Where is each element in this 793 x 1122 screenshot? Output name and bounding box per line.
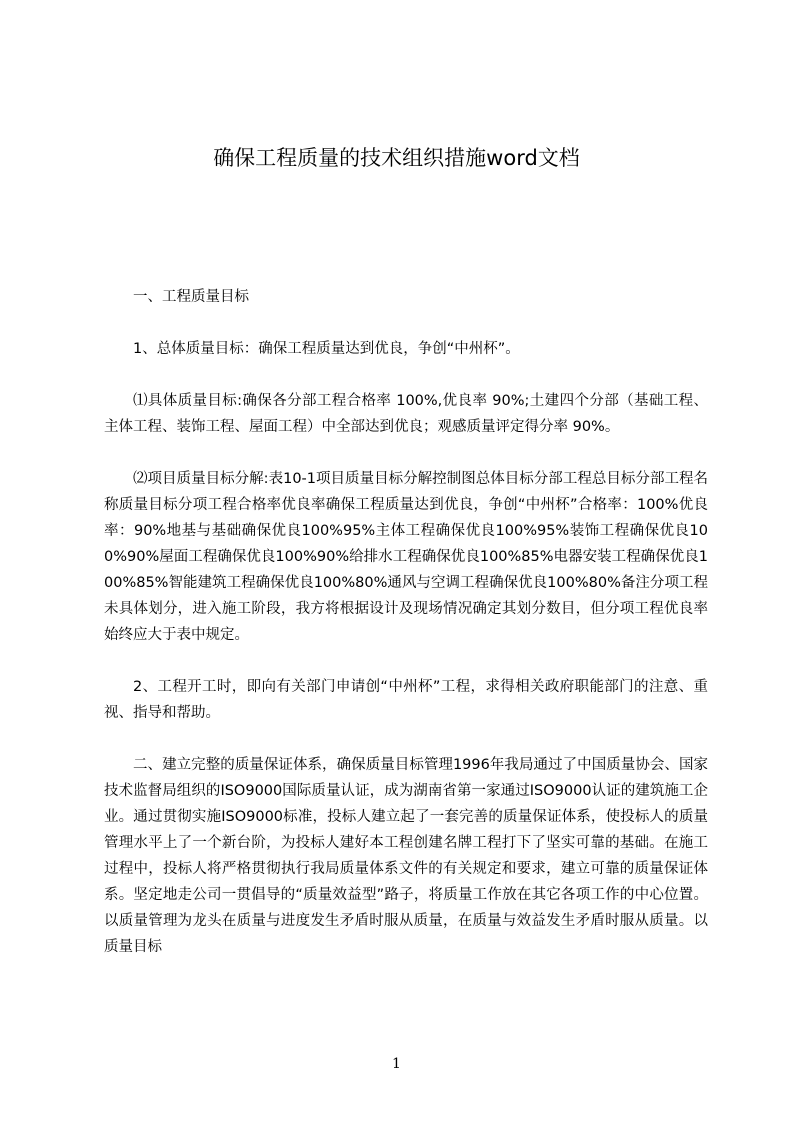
document-body [104,284,708,986]
section-heading-quality-goals: 一、工程质量目标 [133,289,249,305]
paragraph-quality-system: 二、建立完整的质量保证体系，确保质量目标管理1996年我局通过了中国质量协会、国家技术监督局组织的ISO9000国际质量认证，成为湖南省第一家通过ISO9000认证的建筑施工企业。通过贯彻实施ISO9000标准，投标人建立起了一套完善的质量保证体系，使投标人的质量管理水平上了一个新台阶，为投标人建好本工程创建名牌工程打下了坚实可靠的基础。在施工过程中，投标人将严格贯彻执行我局质量体系文件的有关规定和要求，建立可靠的质量保证体系。坚定地走公司一贯倡导的“质量效益型”路子，将质量工作放在其它各项工作的中心位置。以质量管理为龙头在质量与进度发生矛盾时服从质量，在质量与效益发生矛盾时服从质量。以质量目标 [104,757,708,955]
paragraph-start-application: 2、工程开工时，即向有关部门申请创“中州杯”工程，求得相关政府职能部门的注意、重视、指导和帮助。 [104,679,708,721]
paragraph-overall-goal: 1、总体质量目标：确保工程质量达到优良，争创“中州杯”。 [133,341,520,357]
document-title: 确保工程质量的技术组织措施word文档 [213,146,580,170]
page-number: 1 [392,1056,401,1072]
paragraph-specific-goal: ⑴具体质量目标:确保各分部工程合格率 100%,优良率 90%;土建四个分部（基础工程、主体工程、装饰工程、屋面工程）中全部达到优良；观感质量评定得分率 90%。 [104,393,708,435]
paragraph-goal-breakdown: ⑵项目质量目标分解:表10-1项目质量目标分解控制图总体目标分部工程总目标分部工程名称质量目标分项工程合格率优良率确保工程质量达到优良，争创“中州杯”合格率：100%优良率：90%地基与基础确保优良100%95%主体工程确保优良100%95%装饰工程确保优良100%90%屋面工程确保优良100%90%给排水工程确保优良100%85%电器安装工程确保优良100%85%智能建筑工程确保优良100%80%通风与空调工程确保优良100%80%备注分项工程未具体划分，进入施工阶段，我方将根据设计及现场情况确定其划分数目，但分项工程优良率始终应大于表中规定。 [104,471,708,643]
